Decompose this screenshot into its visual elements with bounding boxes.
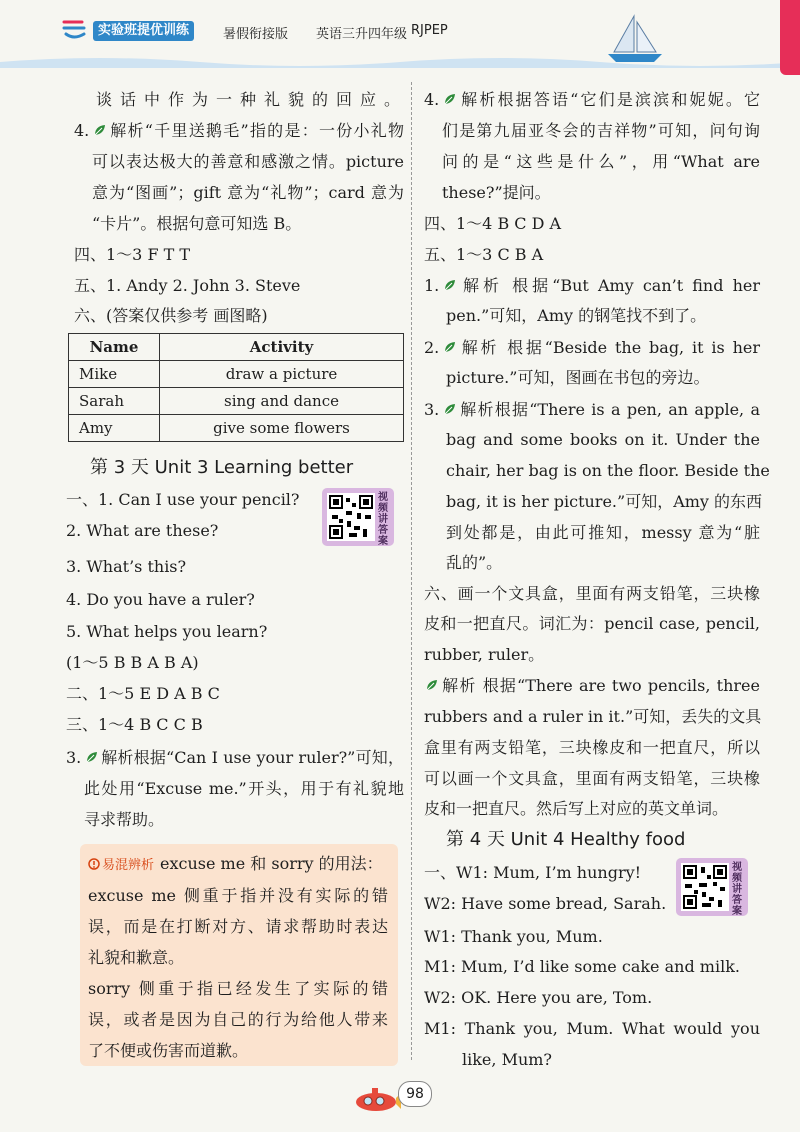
text-line: 到处都是，由此可推知，messy 意为“脏 [446,523,760,542]
table-cell: sing and dance [160,388,404,415]
text-line: 意为“图画”；gift 意为“礼物”；card 意为 [92,183,404,202]
note-line [88,854,383,876]
q4-number: 4. [74,121,90,140]
page-header [0,0,800,72]
day3-title: 第 3 天 Unit 3 Learning better [90,457,354,478]
dialogue-line: M1: Mum, I’d like some cake and milk. [424,957,740,976]
question-number: 2. [424,338,440,357]
dialogue-line: W2: OK. Here you are, Tom. [424,988,653,1007]
text-line: rubber, ruler。 [424,645,545,664]
leaf-icon [442,339,458,355]
text-line: “卡片”。根据句意可知选 B。 [92,214,302,233]
text-line: 盒里有两支铅笔，三块橡皮和一把直尺，所以 [424,738,760,757]
note-heading: excuse me 和 sorry 的用法： [160,854,383,873]
analysis-line [442,276,760,296]
column-divider [411,82,412,1060]
analysis-text: 解析 根据“But Amy can’t find her [459,276,760,295]
series-title: 实验班提优训练 [93,21,194,41]
dialogue-line: 一、W1: Mum, I’m hungry! [424,863,642,882]
text-line: 皮和一把直尺。词汇为：pencil case, pencil, [424,614,760,633]
answer-line: 五、1. Andy 2. John 3. Steve [74,276,301,295]
analysis-text: 解析根据“There is a pen, an apple, a [459,400,760,419]
question-number: 4. [424,90,440,109]
answer-line: 4. Do you have a ruler? [66,590,255,609]
note-line: 误，或者是因为自己的行为给他人带来 [88,1010,388,1029]
leaf-icon [442,401,458,417]
day4-title: 第 4 天 Unit 4 Healthy food [446,829,686,850]
series-logo-icon [62,17,88,41]
note-tag [88,856,154,876]
text-line: rubbers and a ruler in it.”可知，丢失的文具 [424,707,762,726]
text-line: pen.”可知，Amy 的钢笔找不到了。 [446,306,707,325]
alert-icon [88,858,100,870]
qr-caption: 视频讲答案 [732,862,742,917]
text-line: 可以画一个文具盒，里面有两支铅笔，三块橡 [424,769,760,788]
answer-line: 四、1～3 F T T [74,245,191,264]
table-header: Name [69,334,160,361]
leaf-icon [92,122,108,138]
text-line: 问的是“这些是什么”，用“What are [442,152,760,171]
answer-line: 三、1～4 B C C B [66,715,203,734]
note-line: 了不便或伤害而道歉。 [88,1041,249,1060]
qr-caption: 视频讲答案 [378,492,388,547]
answer-line: 二、1～5 E D A B C [66,684,220,703]
question-number: 3. [66,748,82,767]
text-line: 可以表达极大的善意和感激之情。picture [92,152,404,171]
table-header: Activity [160,334,404,361]
leaf-icon [442,277,458,293]
dialogue-line: like, Mum? [462,1050,553,1069]
qr-code-icon [681,863,729,911]
table-cell: Mike [69,361,160,388]
edition-label: 暑假衔接版 [223,27,289,42]
page-number: 98 [398,1081,432,1107]
analysis-text: 解析 根据“There are two pencils, three [441,676,760,695]
dialogue-line: W1: Thank you, Mum. [424,927,603,946]
analysis-line [442,338,760,358]
table-cell: Amy [69,415,160,442]
text-line: 谈话中作为一种礼貌的回应。 [96,90,400,109]
note-line: 礼貌和歉意。 [88,948,185,967]
text-line: chair, her bag is on the floor. Beside the [446,461,770,480]
question-number [74,121,89,141]
video-qr-code[interactable] [676,858,748,916]
answer-line: 四、1～4 B C D A [424,214,562,233]
leaf-icon [442,91,458,107]
text-line: these?”提问。 [442,183,551,202]
analysis-text: 解析 根据“Beside the bag, it is her [459,338,760,357]
table-header-row [69,334,404,361]
text-line: 们是第九届亚冬会的吉祥物”可知，问句询 [442,121,760,140]
confusion-note-box [80,844,398,1066]
note-line: excuse me 侧重于指并没有实际的错 [88,886,388,905]
answer-line: 一、1. Can I use your pencil? [66,490,300,509]
analysis-line [84,748,404,768]
text-line: bag, it is her picture.”可知，Amy 的东西 [446,492,763,511]
text-line: 皮和一把直尺。然后写上对应的英文单词。 [424,799,729,818]
text-line: picture.”可知，图画在书包的旁边。 [446,368,710,387]
answer-line: 2. What are these? [66,521,219,540]
answer-line: 五、1～3 C B A [424,245,544,264]
question-number: 1. [424,276,440,295]
text-line: bag and some books on it. Under the [446,430,760,449]
analysis-text: 解析根据“Can I use your ruler?”可知， [101,748,404,767]
analysis-text: 解析根据答语“它们是滨滨和妮妮。它 [459,90,760,109]
answer-line: 六、(答案仅供参考 画图略) [74,306,268,325]
table-cell: give some flowers [160,415,404,442]
publisher-label: RJPEP [411,23,448,38]
note-line: 误，而是在打断对方、请求帮助时表达 [88,917,388,936]
video-qr-code[interactable] [322,488,394,546]
analysis-line [442,400,760,420]
analysis-text: 解析“千里送鹅毛”指的是：一份小礼物 [109,121,404,140]
submarine-icon [352,1082,402,1114]
edge-tab [780,0,800,75]
leaf-icon [84,749,100,765]
table-row [69,361,404,388]
table-row [69,415,404,442]
dialogue-line: W2: Have some bread, Sarah. [424,894,667,913]
activity-table [68,333,404,442]
text-line: 寻求帮助。 [84,810,165,829]
answer-line: (1～5 B B A B A) [66,653,199,672]
wave-decoration [0,54,800,68]
dialogue-line: M1: Thank you, Mum. What would you [424,1019,760,1038]
analysis-line [424,676,760,696]
analysis-line [442,90,760,110]
question-number: 3. [424,400,440,419]
table-cell: draw a picture [160,361,404,388]
note-tag-text: 易混辨析 [102,858,155,873]
leaf-icon [424,677,440,693]
analysis-line [92,121,404,141]
qr-code-icon [327,493,375,541]
text-line: 乱的”。 [446,553,503,572]
grade-label: 英语三升四年级 [316,27,408,42]
table-row [69,388,404,415]
answer-line: 5. What helps you learn? [66,622,268,641]
note-line: sorry 侧重于指已经发生了实际的错 [88,979,388,998]
answer-line: 3. What’s this? [66,557,187,576]
table-cell: Sarah [69,388,160,415]
text-line: 此处用“Excuse me.”开头，用于有礼貌地 [84,779,404,798]
answer-line: 六、画一个文具盒，里面有两支铅笔，三块橡 [424,584,760,603]
